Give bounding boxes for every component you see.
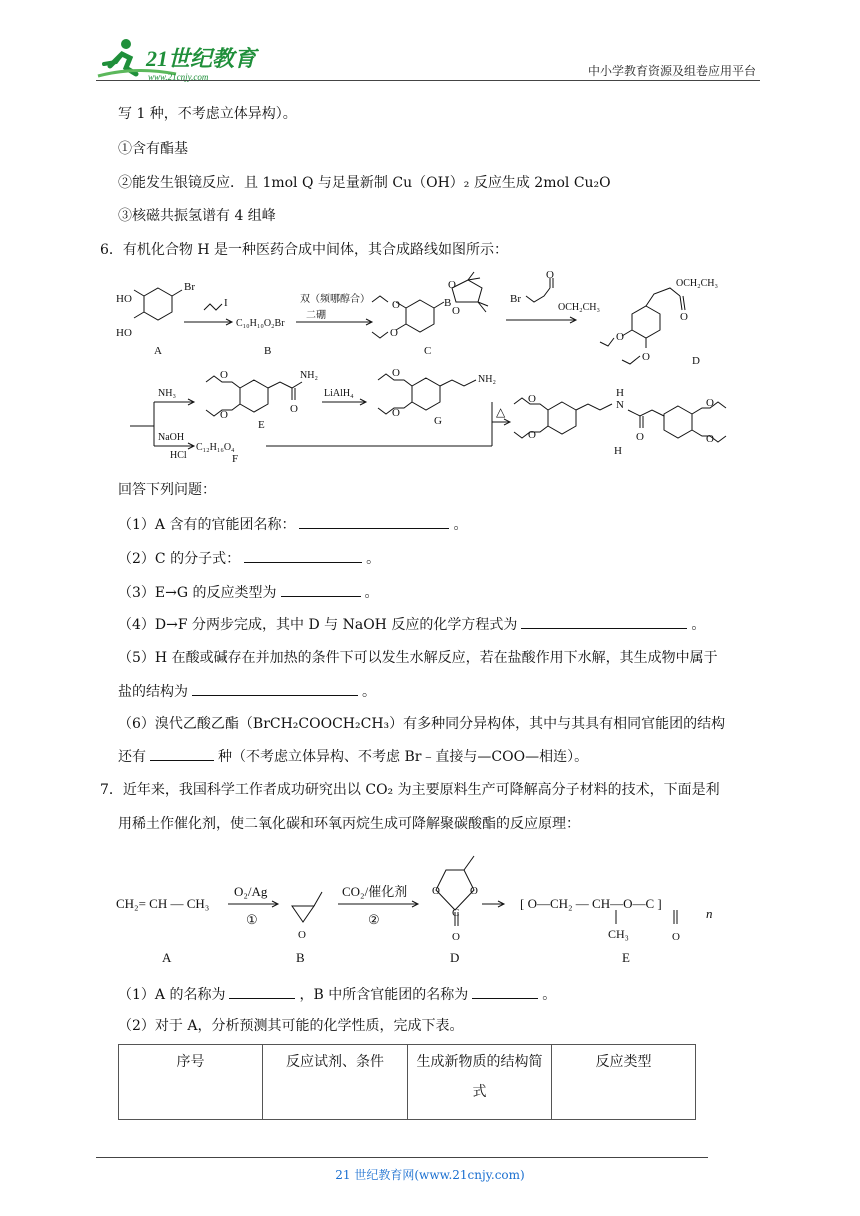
svg-text:B: B — [264, 345, 272, 357]
svg-text:O: O — [546, 269, 554, 281]
svg-text:O: O — [298, 929, 306, 941]
svg-text:O: O — [392, 367, 400, 379]
answer-blank[interactable] — [150, 746, 214, 761]
answer-blank[interactable] — [229, 984, 295, 999]
polycarbonate-chain: [ O—CH₂ — CH—O—C ] — [520, 896, 662, 911]
carbonate-ring — [436, 870, 474, 910]
svg-text:D: D — [692, 355, 700, 367]
q6-sub2: （2）C 的分子式： 。 — [118, 548, 380, 569]
benzene-ring-e — [240, 380, 268, 412]
svg-text:二硼: 二硼 — [306, 310, 326, 321]
logo-title: 21世纪教育 — [146, 46, 257, 71]
svg-text:C: C — [452, 907, 460, 919]
table-header-cell: 反应试剂、条件 — [263, 1045, 408, 1120]
svg-text:O: O — [528, 429, 536, 441]
benzene-ring-c — [406, 300, 434, 332]
footer-divider — [96, 1157, 708, 1158]
svg-text:OCH₂CH₃: OCH₂CH₃ — [558, 302, 600, 313]
svg-text:O: O — [706, 433, 714, 445]
svg-text:O: O — [642, 351, 650, 363]
q7-intro-line2: 用稀土作催化剂，使二氧化碳和环氧丙烷生成可降解聚碳酸酯的反应原理： — [118, 816, 580, 832]
propene-formula: CH₂= CH — CH₃ — [116, 896, 210, 911]
q6-sub1: （1）A 含有的官能团名称： 。 — [118, 514, 467, 535]
svg-text:LiAlH₄: LiAlH₄ — [324, 388, 354, 399]
answer-blank[interactable] — [521, 614, 687, 629]
svg-text:E: E — [258, 419, 265, 431]
svg-text:NaOH: NaOH — [158, 432, 185, 443]
answer-blank[interactable] — [299, 514, 449, 529]
benzene-ring-h-left — [548, 402, 576, 434]
svg-text:OCH₂CH₃: OCH₂CH₃ — [676, 278, 718, 289]
svg-text:O: O — [432, 885, 440, 897]
svg-text:Br: Br — [510, 293, 521, 305]
svg-text:HO: HO — [116, 293, 132, 305]
svg-text:O: O — [448, 279, 456, 291]
svg-text:Br: Br — [184, 281, 195, 293]
q7-intro-line1: 7．近年来，我国科学工作者成功研究出以 CO₂ 为主要原料生产可降解高分子材料的技术，下面是利 — [100, 782, 720, 798]
svg-text:C₁₂H₁₆O₄: C₁₂H₁₆O₄ — [196, 442, 235, 453]
benzene-ring-d — [632, 306, 660, 338]
svg-text:H: H — [616, 387, 624, 399]
svg-text:NH₂: NH₂ — [300, 370, 318, 381]
svg-text:CO₂/催化剂: CO₂/催化剂 — [342, 884, 408, 899]
svg-text:E: E — [622, 950, 630, 965]
svg-text:C: C — [424, 345, 432, 357]
answer-blank[interactable] — [192, 681, 358, 696]
q6-sub6-line1: （6）溴代乙酸乙酯（BrCH₂COOCH₂CH₃）有多种同分异构体，其中与其具有相同官能团的结构 — [118, 716, 726, 732]
svg-text:HCl: HCl — [170, 450, 187, 461]
q7-sub2: （2）对于 A，分析预测其可能的化学性质，完成下表。 — [118, 1018, 464, 1034]
svg-text:B: B — [296, 950, 305, 965]
q5-line0: 写 1 种，不考虑立体异构）。 — [118, 106, 297, 122]
svg-text:②: ② — [368, 912, 380, 927]
table-header-cell: 生成新物质的结构简式 — [407, 1045, 551, 1120]
q6-sub6-line2: 还有 种（不考虑立体异构、不考虑 Br﹣直接与—COO—相连）。 — [118, 746, 588, 767]
q6-sub3: （3）E→G 的反应类型为 。 — [118, 582, 379, 603]
q6-sub5-line2: 盐的结构为 。 — [118, 681, 376, 702]
svg-text:双（频哪醇合）: 双（频哪醇合） — [300, 294, 370, 305]
svg-text:O: O — [636, 431, 644, 443]
svg-text:n: n — [706, 906, 713, 921]
svg-text:O: O — [392, 299, 400, 311]
svg-text:O: O — [706, 397, 714, 409]
q7-sub1: （1）A 的名称为 ，B 中所含官能团的名称为 。 — [118, 984, 556, 1005]
footer-text[interactable]: 21 世纪教育网(www.21cnjy.com) — [335, 1168, 525, 1182]
svg-text:O: O — [452, 305, 460, 317]
svg-text:O: O — [220, 409, 228, 421]
answer-blank[interactable] — [472, 984, 538, 999]
table-header-cell: 序号 — [119, 1045, 263, 1120]
q7-properties-table — [118, 1044, 696, 1120]
q6-sub5-line1: （5）H 在酸或碱存在并加热的条件下可以发生水解反应，若在盐酸作用下水解，其生成物中属于 — [118, 650, 718, 666]
svg-text:O₂/Ag: O₂/Ag — [234, 884, 268, 899]
svg-text:D: D — [450, 950, 460, 965]
svg-text:O: O — [672, 931, 680, 943]
svg-text:O: O — [680, 311, 688, 323]
answer-blank[interactable] — [281, 582, 361, 597]
svg-text:O: O — [616, 331, 624, 343]
svg-text:HO: HO — [116, 327, 132, 339]
q7-reaction-scheme — [110, 846, 730, 970]
svg-text:F: F — [232, 453, 239, 462]
table-header-cell: 反应类型 — [551, 1045, 695, 1120]
svg-text:O: O — [452, 931, 460, 943]
benzene-ring-a — [144, 288, 172, 320]
header-divider — [96, 80, 760, 81]
benzene-ring-h-right — [664, 406, 692, 438]
table-header-row — [119, 1045, 696, 1120]
svg-text:①: ① — [246, 912, 258, 927]
svg-text:I: I — [224, 297, 228, 309]
svg-text:O: O — [290, 403, 298, 415]
svg-text:CH₃: CH₃ — [608, 927, 629, 941]
svg-text:NH₂: NH₂ — [478, 374, 496, 385]
answer-blank[interactable] — [244, 548, 362, 563]
q6-intro: 6．有机化合物 H 是一种医药合成中间体，其合成路线如图所示： — [100, 242, 509, 258]
svg-text:B: B — [444, 297, 452, 309]
q6-synthesis-scheme — [110, 266, 750, 462]
svg-text:N: N — [616, 399, 624, 411]
epoxide-ring — [292, 906, 314, 922]
q5-condition-3: ③核磁共振氢谱有 4 组峰 — [118, 208, 276, 224]
svg-text:A: A — [162, 950, 172, 965]
site-logo — [96, 36, 266, 84]
q6-answer-prompt: 回答下列问题： — [118, 482, 216, 498]
svg-text:C₁₀H₁₀O₂Br: C₁₀H₁₀O₂Br — [236, 318, 285, 329]
svg-text:△: △ — [496, 405, 506, 419]
svg-text:A: A — [154, 345, 162, 357]
svg-text:NH₃: NH₃ — [158, 388, 176, 399]
svg-text:H: H — [614, 445, 622, 457]
svg-text:O: O — [528, 393, 536, 405]
q6-sub4: （4）D→F 分两步完成，其中 D 与 NaOH 反应的化学方程式为 。 — [118, 614, 705, 635]
svg-text:O: O — [390, 327, 398, 339]
header-platform-text: 中小学教育资源及组卷应用平台 — [587, 64, 756, 78]
svg-text:O: O — [392, 407, 400, 419]
svg-text:O: O — [470, 885, 478, 897]
benzene-ring-g — [412, 378, 440, 410]
svg-text:G: G — [434, 415, 442, 427]
q5-condition-2: ②能发生银镜反应．且 1mol Q 与足量新制 Cu（OH）₂ 反应生成 2mol Cu₂O — [118, 175, 611, 191]
q5-condition-1: ①含有酯基 — [118, 141, 188, 157]
logo-url: www.21cnjy.com — [148, 72, 209, 82]
svg-text:O: O — [220, 369, 228, 381]
